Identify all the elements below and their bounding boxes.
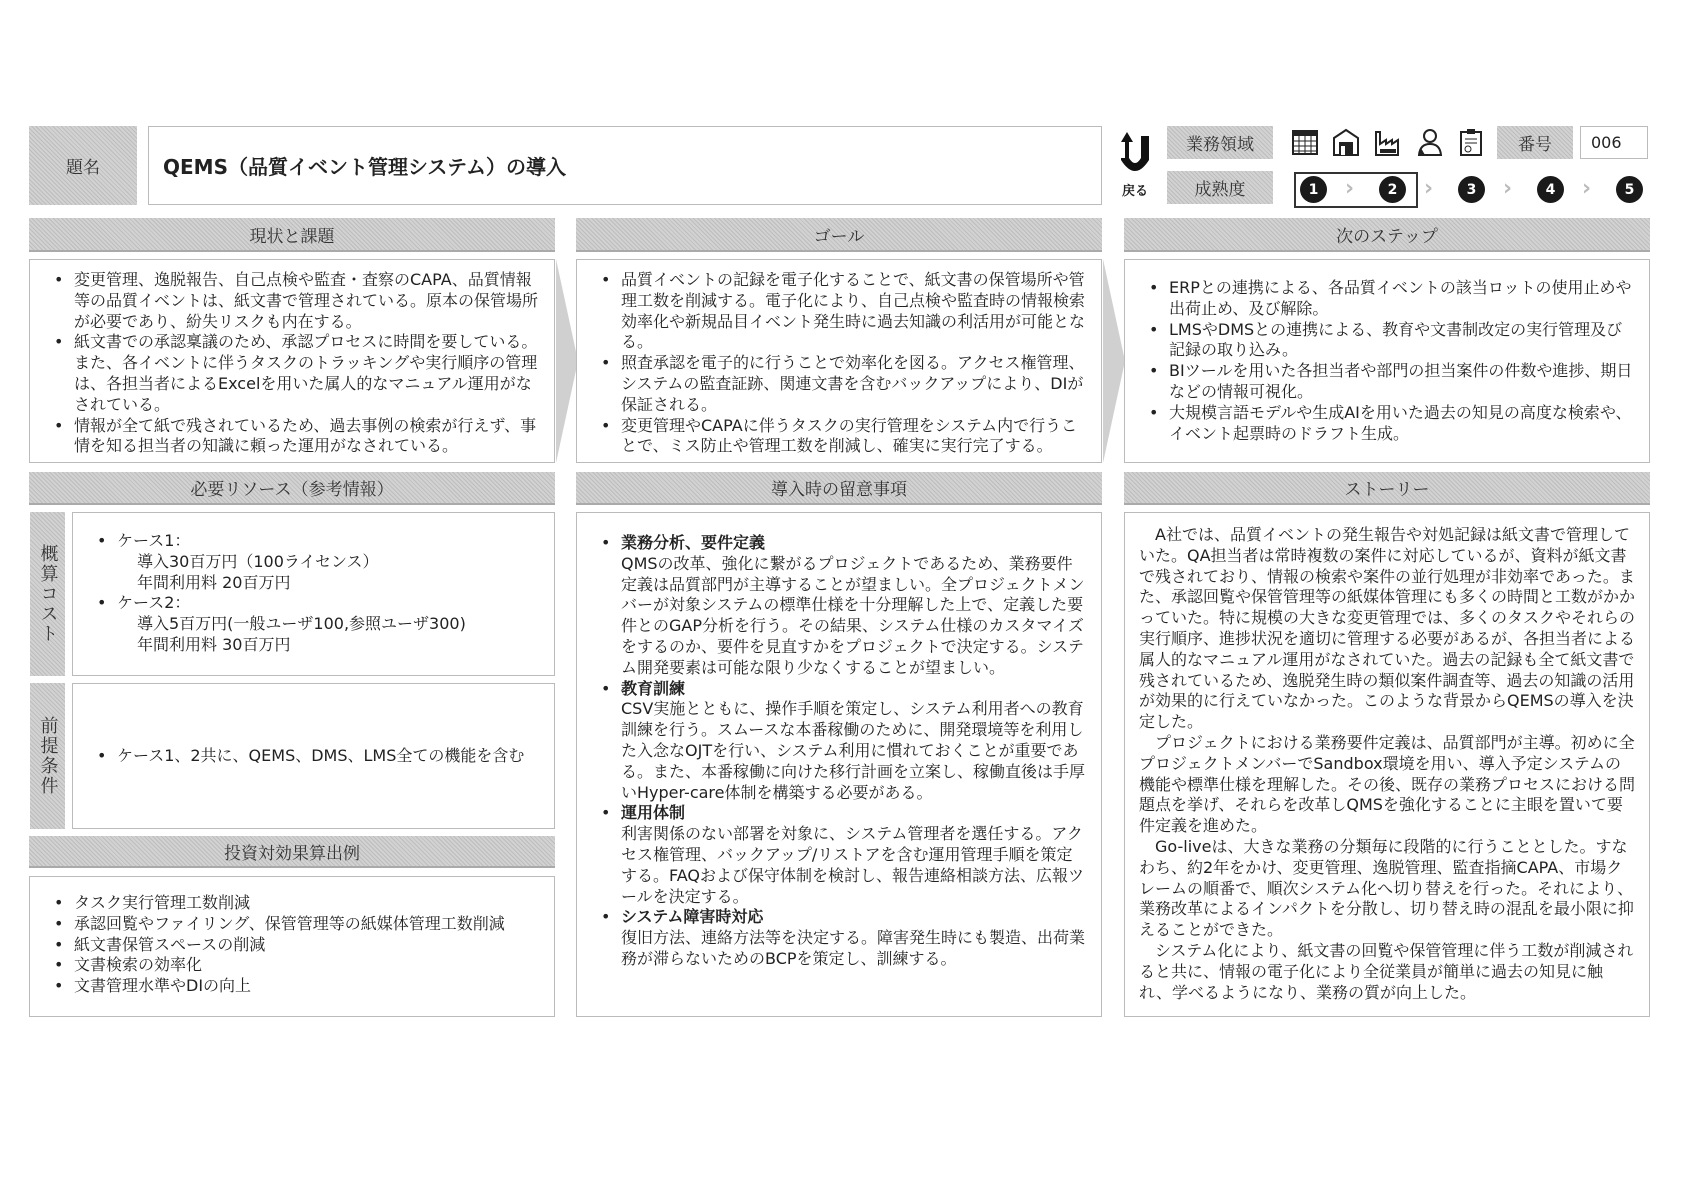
case-label: ケース1： [117,531,191,550]
scientist-icon [1416,128,1444,156]
next-item: • BIツールを用いた各担当者や部門の担当案件の件数や進捗、期日などの情報可視化。 [1139,361,1635,403]
notes-section [576,512,1102,1017]
factory-icon [1374,128,1402,156]
next-steps-section [1124,259,1650,463]
page-title: QEMS（品質イベント管理システム）の導入 [148,126,1102,205]
warehouse-icon [1332,128,1360,156]
domain-label: 業務領域 [1167,126,1273,159]
roi-header: 投資対効果算出例 [29,836,555,868]
chevron-right-icon: › [1424,176,1434,201]
clipboard-certificate-icon [1458,128,1484,156]
premise-section [72,683,555,829]
next-item: • 大規模言語モデルや生成AIを用いた過去の知見の高度な検索や、イベント起票時のドラフト生成。 [1139,403,1635,445]
roi-section [29,876,555,1017]
initial-cost: 導入5百万円(一般ユーザ100,参照ユーザ300) [137,614,466,634]
roi-item: • 文書管理水準やDIの向上 [44,976,540,997]
current-item: • 情報が全て紙で残されているため、過去事例の検索が行えず、事情を知る担当者の知識に頼った運用がなされている。 [44,416,540,458]
maturity-step-2: 2 [1379,176,1406,203]
note-body: 利害関係のない部署を対象に、システム管理者を選任する。アクセス権管理、バックアップ/リストアを含む運用管理手順を策定する。FAQおよび保守体制を検討し、報告連絡相談方法、広報ツールを決定する。 [621,824,1084,906]
maturity-step-1: 1 [1300,176,1327,203]
current-item: • 変更管理、逸脱報告、自己点検や監査・査察のCAPA、品質情報等の品質イベントは、紙文書で管理されている。原本の保管場所が必要であり、紛失リスクも内在する。 [44,270,540,332]
current-section [29,259,555,463]
roi-item: • タスク実行管理工数削減 [44,893,540,914]
resources-header: 必要リソース（参考情報） [29,472,555,505]
note-item [591,803,1087,907]
annual-fee: 年間利用料 20百万円 [137,572,291,592]
cost-case-2 [87,593,540,655]
chevron-right-icon: › [1582,176,1592,201]
title-label: 題名 [29,126,137,205]
chevron-right-icon: › [1345,176,1355,201]
note-body: QMSの改革、強化に繋がるプロジェクトであるため、業務要件定義は品質部門が主導することが望ましい。全プロジェクトメンバーが対象システムの標準仕様を十分理解した上で、定義した要件とのGAP分析を行う。その結果、システム仕様のカスタマイズをするのか、要件を見直すかをプロジェクトで決定する。システム開発要素は可能な限り少なくすることが望ましい。 [621,553,1085,677]
story-paragraph: システム化により、紙文書の回覧や保管管理に伴う工数が削減されると共に、情報の電子化により全従業員が簡単に過去の知見に触れ、学べるようになり、業務の質が向上した。 [1139,940,1634,1002]
back-button[interactable] [1111,130,1159,205]
back-label: 戻る [1121,184,1148,199]
note-heading: • 運用体制 [621,803,686,823]
cost-label: 概算コスト [30,512,65,676]
note-heading: • システム障害時対応 [621,907,764,927]
premise-item: • ケース1、2共に、QEMS、DMS、LMS全ての機能を含む [87,746,524,767]
story-section [1124,512,1650,1017]
flow-arrow [1103,259,1125,463]
chevron-right-icon: › [1503,176,1513,201]
story-paragraph: A社では、品質イベントの発生報告や対処記録は紙文書で管理していた。QA担当者は常時複数の案件に対応しているが、資料が紙文書で残されており、情報の検索や案件の並行処理が非効率であった。また、承認回覧や保管管理等の紙媒体管理にも多くの時間と工数がかかっていた。特に規模の大きな変更管理では、多くのタスクやそれらの実行順序、進捗状況を適切に管理する必要があるが、各担当者による属人的なマニュアル運用がなされていた。過去の記録も全て紙文書で残されているため、逸脱発生時の類似案件調査等、過去の知識の活用が効果的に行えていなかった。このような背景からQEMSの導入を決定した。 [1139,525,1636,732]
flow-arrow [556,259,578,463]
story-header: ストーリー [1124,472,1650,505]
story-paragraph: Go-liveは、大きな業務の分類毎に段階的に行うこととした。すなわち、約2年をかけ、変更管理、逸脱管理、監査指摘CAPA、市場クレームの順番で、順次システム化へ切り替えを行った。それにより、業務改革によるインパクトを分散し、切り替え時の混乱を最小限に抑えることができた。 [1139,836,1634,940]
note-heading: • 業務分析、要件定義 [621,533,766,552]
note-item [591,907,1087,969]
next-item: • ERPとの連携による、各品質イベントの該当ロットの使用止めや出荷止め、及び解除。 [1139,278,1635,320]
back-arrow-icon [1115,130,1155,176]
roi-item: • 文書検索の効率化 [44,955,540,976]
goal-item: • 照査承認を電子的に行うことで効率化を図る。アクセス権管理、システムの監査証跡、関連文書を含むバックアップにより、DIが保証される。 [591,353,1087,415]
note-body: CSV実施とともに、操作手順を策定し、システム利用者への教育訓練を行う。スムースな本番稼働のために、開発環境等を利用した入念なOJTを行い、システム利用に慣れておくことが重要である。また、本番稼働に向けた移行計画を立案し、稼働直後は手厚いHyper-care体制を構築する必要がある。 [621,699,1086,802]
roi-item: • 紙文書保管スペースの削減 [44,935,540,956]
initial-cost: 導入30百万円（100ライセンス） [137,551,379,571]
domain-icons [1292,128,1484,156]
next-steps-header: 次のステップ [1124,218,1650,252]
maturity-step-4: 4 [1537,176,1564,203]
current-item: • 紙文書での承認稟議のため、承認プロセスに時間を要している。また、各イベントに伴うタスクのトラッキングや実行順序の管理は、各担当者によるExcelを用いた属人的なマニュアル運用がなされている。 [44,332,540,415]
number-label: 番号 [1497,126,1573,159]
premise-label: 前提条件 [30,683,65,829]
goal-section [576,259,1102,463]
notes-header: 導入時の留意事項 [576,472,1102,505]
story-paragraph: プロジェクトにおける業務要件定義は、品質部門が主導。初めに全プロジェクトメンバーでSandbox環境を用い、導入予定システムの機能や標準仕様を理解した。その後、既存の業務プロセスにおける問題点を挙げ、それらを改革しQMSを強化することに主眼を置いて要件定義を進めた。 [1139,732,1636,836]
maturity-step-3: 3 [1458,176,1485,203]
maturity-step-5: 5 [1616,176,1643,203]
cost-section [72,512,555,676]
note-item [591,679,1087,804]
current-header: 現状と課題 [29,218,555,252]
cost-case-1 [87,531,540,593]
next-item: • LMSやDMSとの連携による、教育や文書制改定の実行管理及び記録の取り込み。 [1139,320,1635,362]
note-item [591,533,1087,679]
calendar-grid-icon [1292,128,1318,156]
maturity-label: 成熟度 [1167,171,1273,204]
number-value: 006 [1580,126,1648,159]
roi-item: • 承認回覧やファイリング、保管管理等の紙媒体管理工数削減 [44,914,540,935]
goal-item: • 品質イベントの記録を電子化することで、紙文書の保管場所や管理工数を削減する。電子化により、自己点検や監査時の情報検索効率化や新規品目イベント発生時に過去知識の利活用が可能となる。 [591,270,1087,353]
note-body: 復旧方法、連絡方法等を決定する。障害発生時にも製造、出荷業務が滞らないためのBCPを策定し、訓練する。 [621,928,1086,968]
goal-header: ゴール [576,218,1102,252]
goal-item: • 変更管理やCAPAに伴うタスクの実行管理をシステム内で行うことで、ミス防止や管理工数を削減し、確実に実行完了する。 [591,416,1087,458]
case-label: ケース2： [117,593,191,613]
annual-fee: 年間利用料 30百万円 [137,634,291,654]
note-heading: • 教育訓練 [621,678,686,698]
